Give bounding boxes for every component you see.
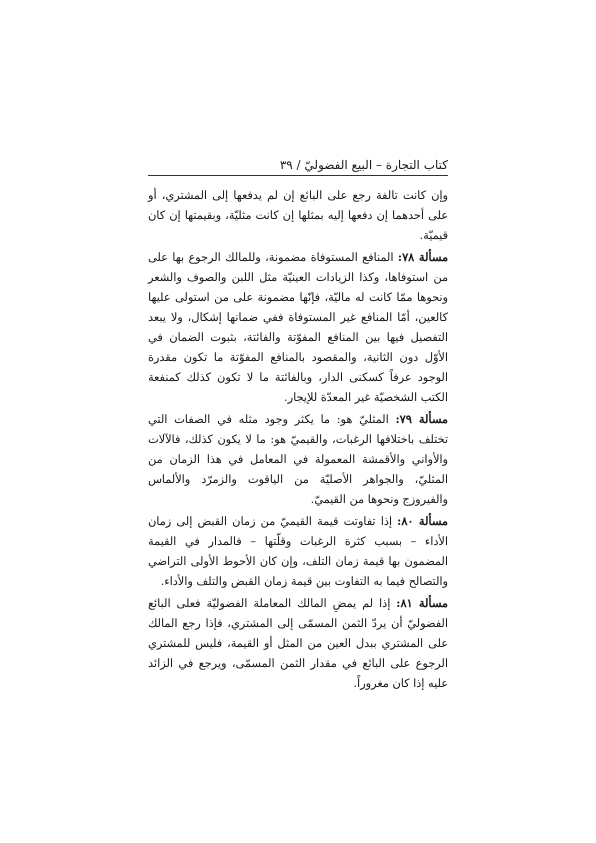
header-rule (148, 175, 448, 176)
paragraph-text: المثليّ هو: ما يكثر وجود مثله في الصفات التي تختلف باختلافها الرغبات، والقيميّ هو: ما لا يكون كذلك، فالآلات والأواني والأقمشة المعمولة في المعامل في هذا الزمان من المثليّ، والجواهر الأصليّة من الياقوت والزمرّد والألماس والفيروزج ونحوها من القيميّ. (148, 413, 448, 506)
paragraph-text: إذا تفاوتت قيمة القيميّ من زمان القبض إلى زمان الأداء – بسبب كثرة الرغبات وقلّتها – فالمدار في القيمة المضمون بها قيمة زمان التلف، وإن كان الأحوط الأولى التراضي والتصالح فيما به التفاوت بين قيمة زمان القبض والتلف والأداء. (148, 515, 448, 588)
paragraph-continuation (148, 186, 448, 246)
paragraph-issue-79 (148, 409, 448, 510)
issue-number: مسألة ٧٨: (397, 250, 448, 264)
issue-number: مسألة ٧٩: (395, 412, 448, 426)
paragraph-text: وإن كانت تالفة رجع على البائع إن لم يدفعها إلى المشتري، أو على أحدهما إن دفعها إليه بمثلها إن كانت مثليّة، وبقيمتها إن كان قيميّة. (148, 189, 448, 242)
page-header (148, 155, 448, 173)
issue-number: مسألة ٨٠: (397, 514, 448, 528)
paragraph-issue-81 (148, 593, 448, 694)
paragraph-text: إذا لم يمضِ المالك المعاملة الفضوليّة فعلى البائع الفضوليّ أن يردّ الثمن المسمّى إلى المشتري، فإذا رجع المالك على المشتري ببدل العين من المثل أو القيمة، فليس للمشتري الرجوع على البائع في مقدار الثمن المسمّى، ويرجع في الزائد عليه إذا كان مغروراً. (148, 597, 448, 690)
paragraph-issue-80 (148, 511, 448, 592)
paragraph-text: المنافع المستوفاة مضمونة، وللمالك الرجوع بها على من استوفاها، وكذا الزيادات العينيّة مثل اللبن والصوف والشعر ونحوها ممّا كانت له ماليّة، فإنّها مضمونة على من استولى عليها كالعين، أمّا المنافع غير المستوفاة ففي ضمانها إشكال، ولا يبعد التفصيل فيها بين المنافع المفوّتة والفائتة، بثبوت الضمان في الأوّل دون الثانية، والمقصود بالمنافع المفوّتة ما تكون مقدرة الوجود عرفاً كسكنى الدار، وبالفائتة ما لا تكون كذلك كمنفعة الكتب الشخصيّة غير المعدّة للإيجار. (148, 251, 448, 404)
paragraph-issue-78 (148, 247, 448, 408)
page-body (148, 186, 448, 695)
issue-number: مسألة ٨١: (396, 596, 448, 610)
running-title: كتاب التجارة – البيع الفضوليّ / ٣٩ (279, 158, 448, 172)
